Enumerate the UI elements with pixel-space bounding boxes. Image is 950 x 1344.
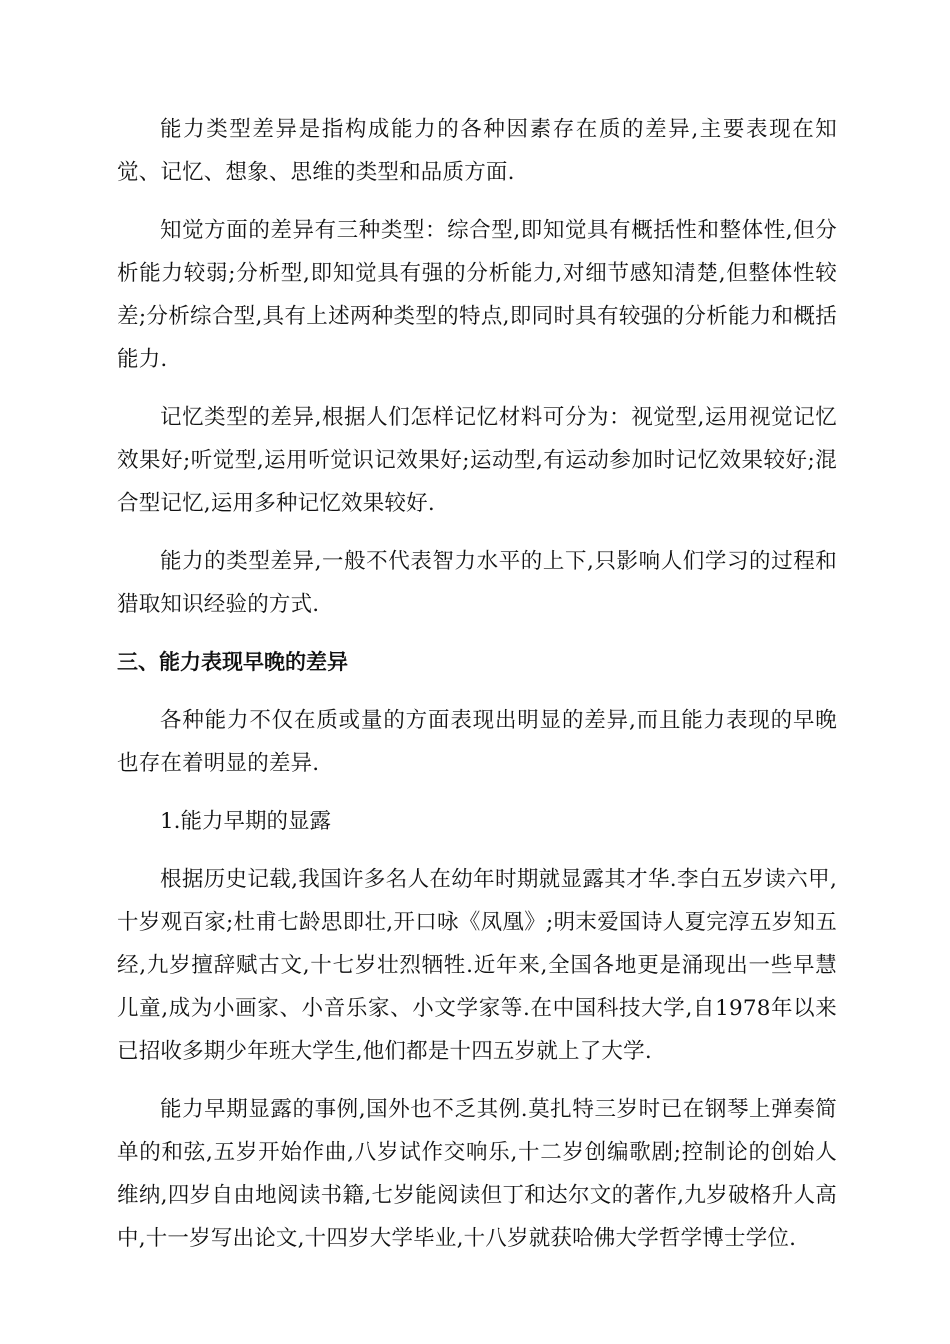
document-page <box>117 108 837 1260</box>
paragraph-ability-type-difference: 能力类型差异是指构成能力的各种因素存在质的差异,主要表现在知觉、记忆、想象、思维的类型和品质方面. <box>117 117 837 185</box>
paragraph-chinese-examples: 根据历史记载,我国许多名人在幼年时期就显露其才华.李白五岁读六甲,十岁观百家;杜甫七龄思即壮,开口咏《凤凰》;明末爱国诗人夏完淳五岁知五经,九岁擅辞赋古文,十七岁壮烈牺牲.近年来,全国各地更是涌现出一些早慧儿童,成为小画家、小音乐家、小文学家等.在中国科技大学,自1978年以来已招收多期少年班大学生,他们都是十四五岁就上了大学. <box>117 867 837 1064</box>
paragraph-early-late-intro: 各种能力不仅在质或量的方面表现出明显的差异,而且能力表现的早晚也存在着明显的差异. <box>117 708 837 776</box>
paragraph-perception-types: 知觉方面的差异有三种类型：综合型,即知觉具有概括性和整体性,但分析能力较弱;分析型,即知觉具有强的分析能力,对细节感知清楚,但整体性较差;分析综合型,具有上述两种类型的特点,即同时具有较强的分析能力和概括能力. <box>117 218 837 372</box>
paragraph-memory-types: 记忆类型的差异,根据人们怎样记忆材料可分为：视觉型,运用视觉记忆效果好;听觉型,运用听觉识记效果好;运动型,有运动参加时记忆效果较好;混合型记忆,运用多种记忆效果较好. <box>117 405 837 516</box>
paragraph-foreign-examples: 能力早期显露的事例,国外也不乏其例.莫扎特三岁时已在钢琴上弹奏简单的和弦,五岁开始作曲,八岁试作交响乐,十二岁创编歌剧;控制论的创始人维纳,四岁自由地阅读书籍,七岁能阅读但丁和达尔文的著作,九岁破格升人高中,十一岁写出论文,十四岁大学毕业,十八岁就获哈佛大学哲学博士学位. <box>117 1097 837 1251</box>
paragraph-type-difference-summary: 能力的类型差异,一般不代表智力水平的上下,只影响人们学习的过程和猎取知识经验的方式. <box>117 549 837 617</box>
section-heading: 三、能力表现早晚的差异 <box>117 650 348 674</box>
subheading-early-display: 1.能力早期的显露 <box>160 809 332 834</box>
